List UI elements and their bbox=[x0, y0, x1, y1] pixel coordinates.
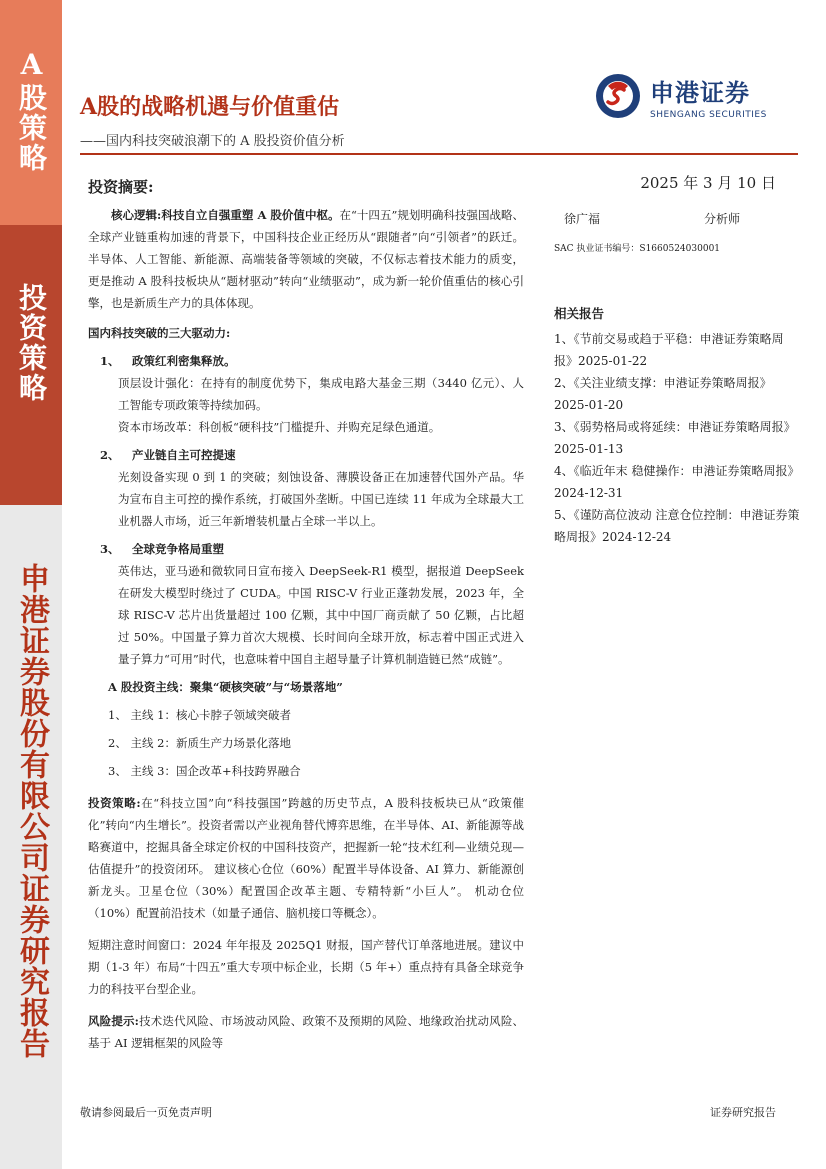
right-column bbox=[554, 204, 800, 548]
page-title: A股的战略机遇与价值重估 bbox=[80, 94, 340, 120]
summary-heading: 投资摘要: bbox=[88, 178, 154, 196]
analyst-name: 徐广福 bbox=[564, 212, 601, 226]
driver-2-para-1: 光刻设备实现 0 到 1 的突破；刻蚀设备、薄膜设备正在加速替代国外产品。华为宣布自主可控的操作系统，打破国外垄断。中国已连续 11 年成为全球最大工业机器人市场，近三年新增装机量占全球一半以上。 bbox=[118, 470, 524, 528]
related-report-item[interactable]: 4、《临近年末 稳健操作：申港证券策略周报》2024-12-31 bbox=[554, 464, 800, 500]
related-report-item[interactable]: 5、《谨防高位波动 注意仓位控制：申港证券策略周报》2024-12-24 bbox=[554, 508, 800, 544]
shengang-logo-icon bbox=[594, 72, 642, 120]
footer-report-type: 证券研究报告 bbox=[710, 1106, 776, 1119]
risk-label: 风险提示: bbox=[88, 1014, 139, 1028]
sidebar-label-b: 投资策略 bbox=[15, 283, 48, 403]
strategy-paragraph-2: 短期注意时间窗口：2024 年年报及 2025Q1 财报，国产替代订单落地进展。建议中期（1-3 年）布局“十四五”重大专项中标企业，长期（5 年+）重点持有具备全球竞争力的科技平台型企业。 bbox=[88, 938, 524, 996]
strategy-text: 在“科技立国”向“科技强国”跨越的历史节点，A 股科技板块已从“政策催化”转向“内生增长”。投资者需以产业视角替代博弈思维，在半导体、AI、新能源等战略赛道中，挖掘具备全球定价权的中国科技资产，把握新一轮“技术红利—业绩兑现—估值提升”的投资闭环。 建议核心仓位（60%）配置半导体设备、AI 算力、新能源创新龙头。卫星仓位（30%）配置国企改革主题、专精特新“小巨人”。 机动仓位（10%）配置前沿技术（如量子通信、脑机接口等概念）。 bbox=[88, 796, 524, 920]
related-report-item[interactable]: 1、《节前交易或趋于平稳：申港证券策略周报》2025-01-22 bbox=[554, 332, 784, 368]
driver-1-para-1: 顶层设计强化：在持有的制度优势下，集成电路大基金三期（3440 亿元）、人工智能专项政策等持续加码。 bbox=[118, 376, 524, 412]
mainline-item-2: 2、 主线 2：新质生产力场景化落地 bbox=[108, 736, 291, 750]
strategy-paragraph bbox=[88, 792, 524, 924]
logo-chinese-name: 申港证券 bbox=[650, 78, 750, 107]
report-date: 2025 年 3 月 10 日 bbox=[640, 174, 776, 192]
related-report-item[interactable]: 2、《关注业绩支撑：申港证券策略周报》2025-01-20 bbox=[554, 376, 772, 412]
risk-paragraph bbox=[88, 1010, 524, 1054]
related-report-item[interactable]: 3、《弱势格局或将延续：申港证券策略周报》2025-01-13 bbox=[554, 420, 796, 456]
sidebar bbox=[0, 0, 62, 1169]
risk-text: 技术迭代风险、市场波动风险、政策不及预期的风险、地缘政治扰动风险、基于 AI 逻辑框架的风险等 bbox=[88, 1014, 524, 1050]
driver-1-heading: 1、 政策红利密集释放。 bbox=[100, 354, 236, 368]
sidebar-label-c: 申港证券股份有限公司证券研究报告 bbox=[14, 563, 49, 1059]
core-logic-label: 核心逻辑: bbox=[111, 208, 162, 222]
sidebar-section-c bbox=[0, 505, 62, 1169]
footer-disclaimer: 敬请参阅最后一页免责声明 bbox=[80, 1106, 212, 1119]
core-logic-text: 在“十四五”规划明确科技强国战略、全球产业链重构加速的背景下，中国科技企业正经历从“跟随者”向“引领者”的跃迁。半导体、人工智能、新能源、高端装备等领域的突破，不仅标志着技术能力的质变，更是推动 A 股科技板块从“题材驱动”转向“业绩驱动”，成为新一轮价值重估的核心引擎，也是新质生产力的具体体现。 bbox=[88, 208, 524, 310]
driver-2-heading: 2、 产业链自主可控提速 bbox=[100, 448, 236, 462]
driver-1-para-2: 资本市场改革：科创板“硬科技”门槛提升、并购充足绿色通道。 bbox=[118, 420, 441, 434]
page-subtitle: ——国内科技突破浪潮下的 A 股投资价值分析 bbox=[80, 134, 345, 149]
logo-english-name: SHENGANG SECURITIES bbox=[650, 109, 767, 120]
related-reports-list bbox=[554, 328, 800, 548]
drivers-heading: 国内科技突破的三大驱动力: bbox=[88, 326, 231, 340]
analyst-info bbox=[554, 210, 800, 227]
sidebar-section-a bbox=[0, 0, 62, 225]
mainline-item-3: 3、 主线 3：国企改革+科技跨界融合 bbox=[108, 764, 301, 778]
driver-3-heading: 3、 全球竞争格局重塑 bbox=[100, 542, 224, 556]
company-logo bbox=[594, 72, 767, 120]
core-logic-paragraph bbox=[88, 204, 524, 314]
mainline-item-1: 1、 主线 1：核心卡脖子领域突破者 bbox=[108, 708, 291, 722]
main-column bbox=[88, 204, 524, 1054]
strategy-label: 投资策略: bbox=[88, 796, 141, 810]
core-logic-bold: 科技自立自强重塑 A 股价值中枢。 bbox=[161, 208, 340, 222]
header-divider bbox=[80, 153, 798, 155]
related-reports-heading: 相关报告 bbox=[554, 306, 605, 321]
driver-3-para-1: 英伟达，亚马逊和微软同日宣布接入 DeepSeek-R1 模型，据报道 DeepSeek 在研发大模型时绕过了 CUDA。中国 RISC-V 行业正蓬勃发展，2023 年，全球 RISC-V 芯片出货量超过 100 亿颗，其中中国厂商贡献了 50 亿颗，占比超过 50%。中国量子算力首次大规模、长时间向全球开放，标志着中国正式进入量子算力“可用”时代，也意味着中国自主超导量子计算机制造链已然“成链”。 bbox=[118, 564, 524, 666]
analyst-role: 分析师 bbox=[703, 212, 740, 226]
sidebar-section-b bbox=[0, 225, 62, 505]
analyst-sac-number: SAC 执业证书编号：S1660524030001 bbox=[554, 244, 721, 254]
sidebar-label-a: A股策略 bbox=[15, 48, 48, 173]
mainlines-heading: A 股投资主线：聚集“硬核突破”与“场景落地” bbox=[108, 680, 343, 694]
